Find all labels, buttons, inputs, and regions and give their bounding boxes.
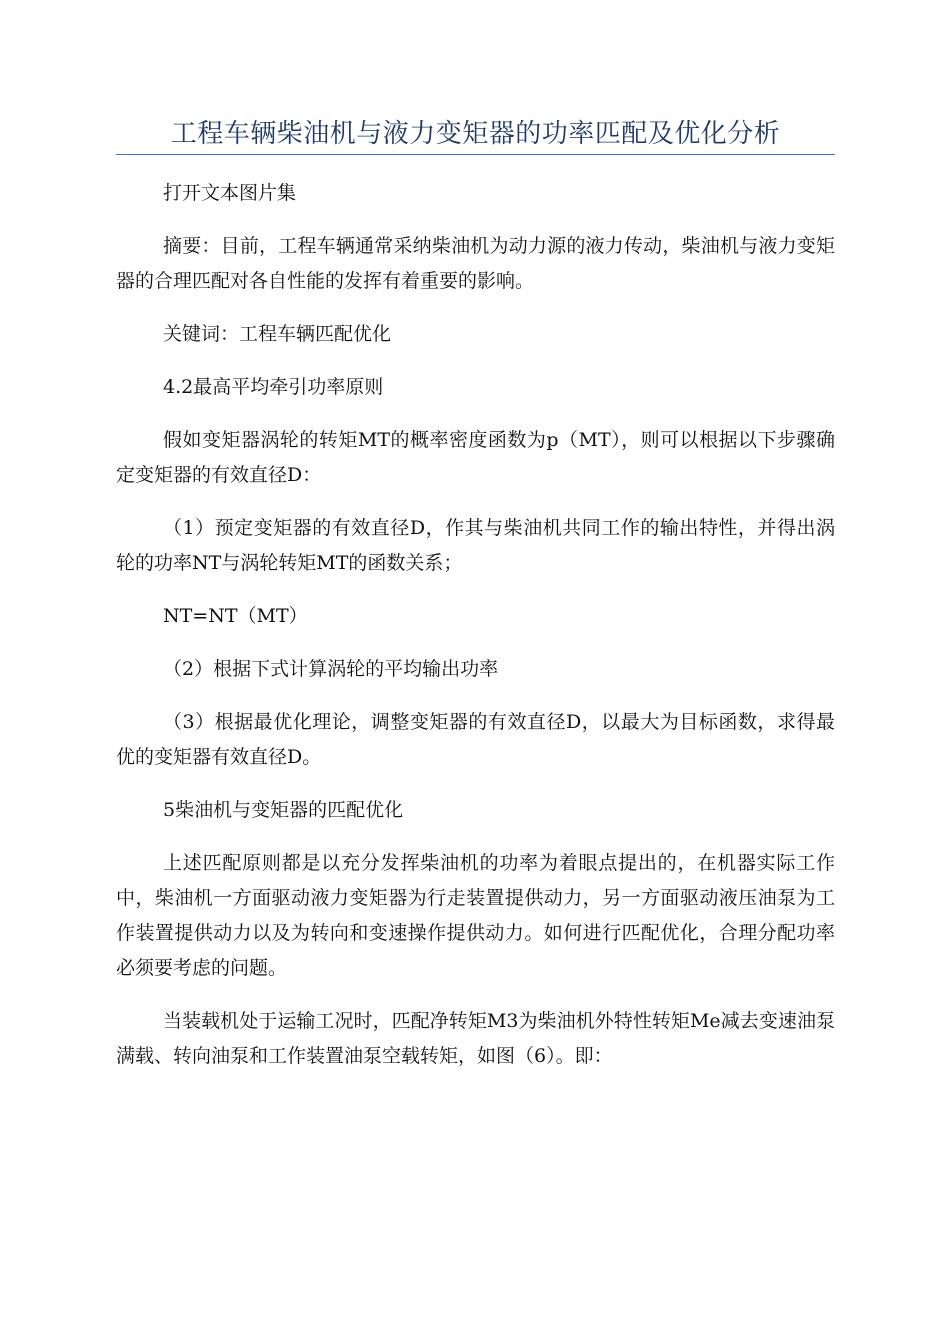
paragraph-step-3: （3）根据最优化理论，调整变矩器的有效直径D，以最大为目标函数，求得最优的变矩器有效直径D。 <box>116 711 835 768</box>
paragraph-transport-condition: 当装载机处于运输工况时，匹配净转矩M3为柴油机外特性转矩Me减去变速油泵满载、转向油泵和工作装置油泵空载转矩，如图（6）。即： <box>116 1010 835 1067</box>
section-heading-5: 5柴油机与变矩器的匹配优化 <box>163 799 404 821</box>
paragraph-open-gallery: 打开文本图片集 <box>163 182 297 204</box>
paragraph-keywords: 关键词：工程车辆匹配优化 <box>163 323 392 345</box>
paragraph-formula: NT=NT（MT） <box>163 605 308 627</box>
paragraph-abstract: 摘要：目前，工程车辆通常采纳柴油机为动力源的液力传动，柴油机与液力变矩器的合理匹配对各自性能的发挥有着重要的影响。 <box>116 235 835 292</box>
paragraph-step-1: （1）预定变矩器的有效直径D，作其与柴油机共同工作的输出特性，并得出涡轮的功率NT与涡轮转矩MT的函数关系； <box>116 517 835 574</box>
title-underline <box>116 154 835 155</box>
paragraph-step-2: （2）根据下式计算涡轮的平均输出功率 <box>163 658 499 680</box>
document-title: 工程车辆柴油机与液力变矩器的功率匹配及优化分析 <box>170 119 781 149</box>
paragraph-matching-principle: 上述匹配原则都是以充分发挥柴油机的功率为着眼点提出的，在机器实际工作中，柴油机一方面驱动液力变矩器为行走装置提供动力，另一方面驱动液压油泵为工作装置提供动力以及为转向和变速操作提供动力。如何进行匹配优化，合理分配功率必须要考虑的问题。 <box>116 852 835 979</box>
document-body <box>116 176 835 1092</box>
paragraph-probability-density: 假如变矩器涡轮的转矩MT的概率密度函数为p（MT），则可以根据以下步骤确定变矩器的有效直径D： <box>116 429 835 486</box>
section-heading-4-2: 4.2最高平均牵引功率原则 <box>163 376 384 398</box>
